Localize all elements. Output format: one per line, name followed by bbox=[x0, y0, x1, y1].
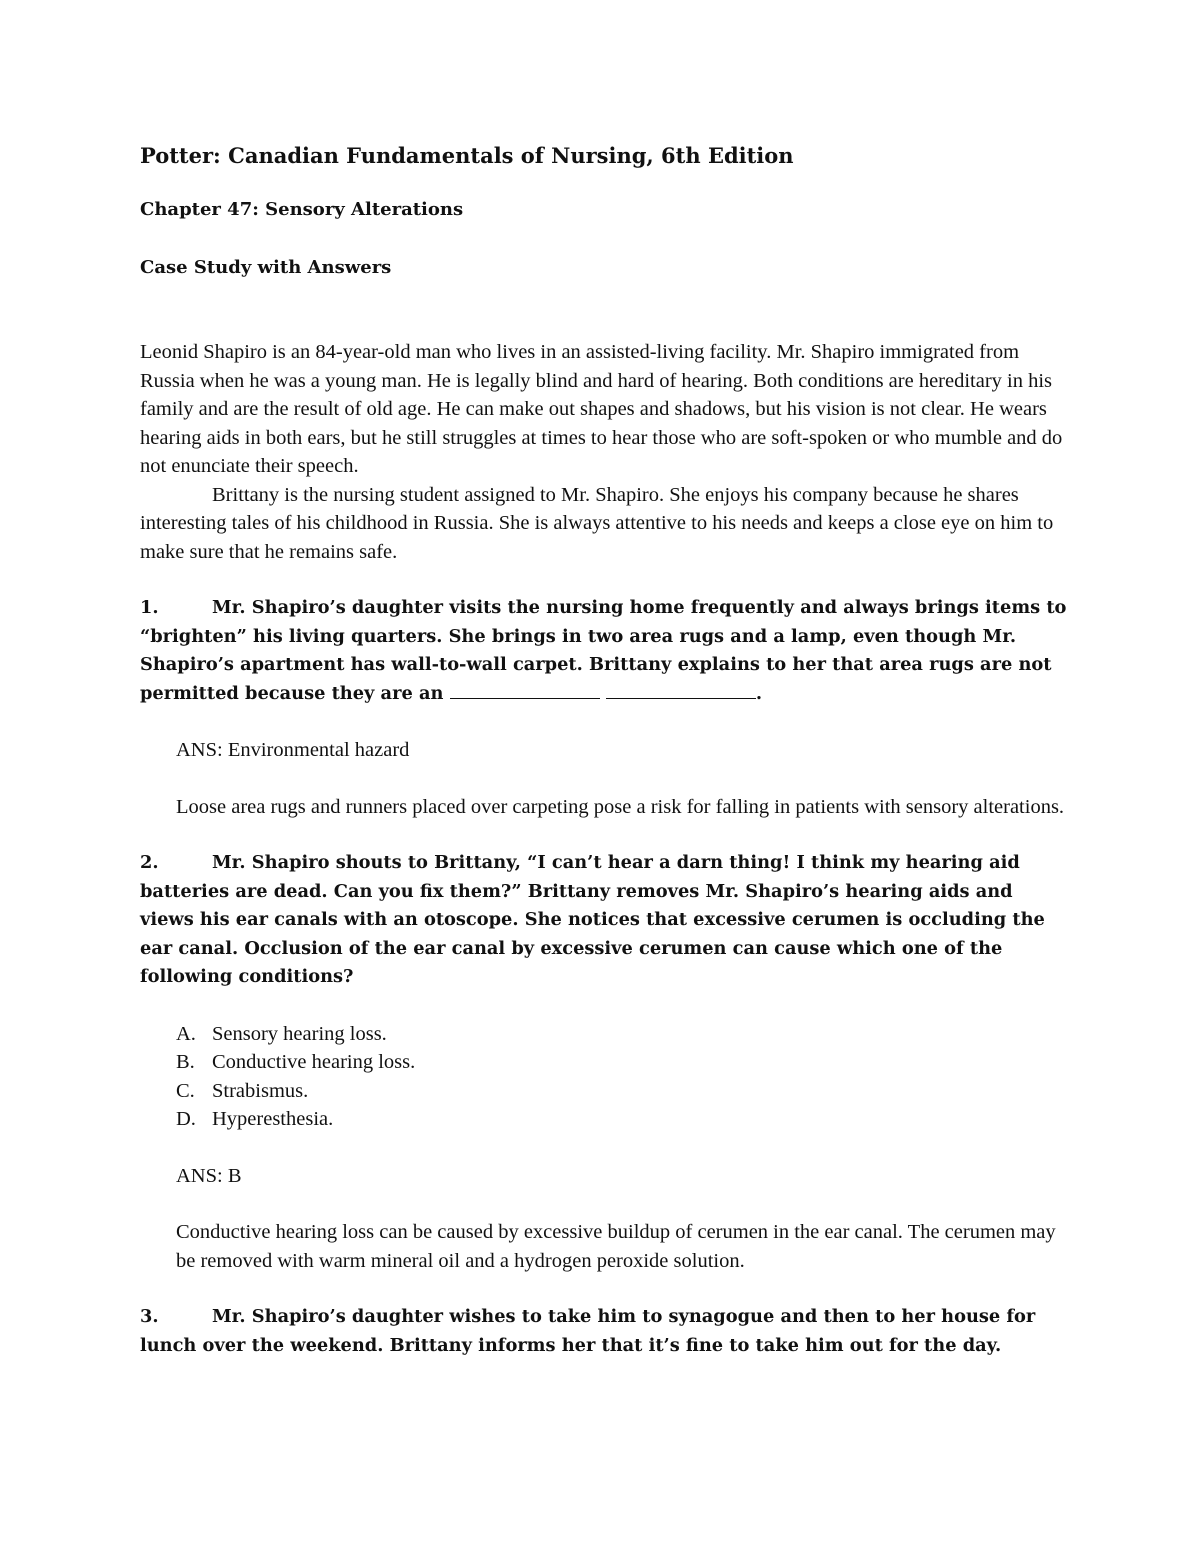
question-3-text: 3. Mr. Shapiro’s daughter wishes to take him to synagogue and then to her house for lunch over the weekend. Brittany informs her that it’s fine to take him out for the day. bbox=[140, 1303, 1070, 1360]
answer-blank-1 bbox=[450, 680, 600, 699]
intro-paragraph-2: Brittany is the nursing student assigned to Mr. Shapiro. She enjoys his company because he shares interesting tales of his childhood in Russia. She is always attentive to his needs and keeps a close eye on him to make sure that he remains safe. bbox=[140, 483, 1054, 563]
question-1-answer: ANS: Environmental hazard bbox=[176, 739, 410, 761]
question-1-text: 1. Mr. Shapiro’s daughter visits the nursing home frequently and always brings items to “brighten” his living quarters. She brings in two area rugs and a lamp, even though Mr. Shapiro’s apartment has wall-to-wall carpet. Brittany explains to her that area rugs are not permitted because they are an . bbox=[140, 594, 1070, 708]
intro-paragraph-1: Leonid Shapiro is an 84-year-old man who lives in an assisted-living facility. Mr. Shapiro immigrated from Russia when he was a young man. He is legally blind and hard of hearing. Both conditions are hereditary in his family and are the result of old age. He can make out shapes and shadows, but his vision is not clear. He wears hearing aids in both ears, but he still struggles at times to hear those who are soft-spoken or who mumble and do not enunciate their speech. bbox=[140, 341, 1063, 477]
question-1-number: 1. bbox=[140, 597, 159, 618]
question-1-rationale: Loose area rugs and runners placed over carpeting pose a risk for falling in patients with sensory alterations. bbox=[176, 795, 1065, 818]
question-2-rationale: Conductive hearing loss can be caused by excessive buildup of cerumen in the ear canal. The cerumen may be removed with warm mineral oil and a hydrogen peroxide solution. bbox=[176, 1221, 1056, 1272]
chapter-title: Chapter 47: Sensory Alterations bbox=[140, 199, 464, 220]
question-2 bbox=[140, 849, 1070, 1275]
question-3 bbox=[140, 1303, 1070, 1360]
option-b: B. Conductive hearing loss. bbox=[176, 1051, 416, 1073]
document-title: Potter: Canadian Fundamentals of Nursing, 6th Edition bbox=[140, 143, 794, 168]
option-a: A. Sensory hearing loss. bbox=[176, 1022, 387, 1045]
section-title: Case Study with Answers bbox=[140, 257, 392, 278]
answer-blank-2 bbox=[606, 680, 756, 699]
option-c: C. Strabismus. bbox=[176, 1079, 309, 1102]
question-1 bbox=[140, 594, 1070, 821]
question-2-number: 2. bbox=[140, 852, 159, 873]
question-2-options bbox=[176, 1020, 1070, 1134]
document-page bbox=[140, 138, 1070, 1360]
question-3-number: 3. bbox=[140, 1306, 159, 1327]
option-d: D. Hyperesthesia. bbox=[176, 1108, 334, 1130]
question-2-answer: ANS: B bbox=[176, 1164, 242, 1187]
question-2-text: 2. Mr. Shapiro shouts to Brittany, “I can’t hear a darn thing! I think my hearing aid batteries are dead. Can you fix them?” Brittany removes Mr. Shapiro’s hearing aids and views his ear canals with an otoscope. She notices that excessive cerumen is occluding the ear canal. Occlusion of the ear canal by excessive cerumen can cause which one of the following conditions? bbox=[140, 849, 1070, 992]
